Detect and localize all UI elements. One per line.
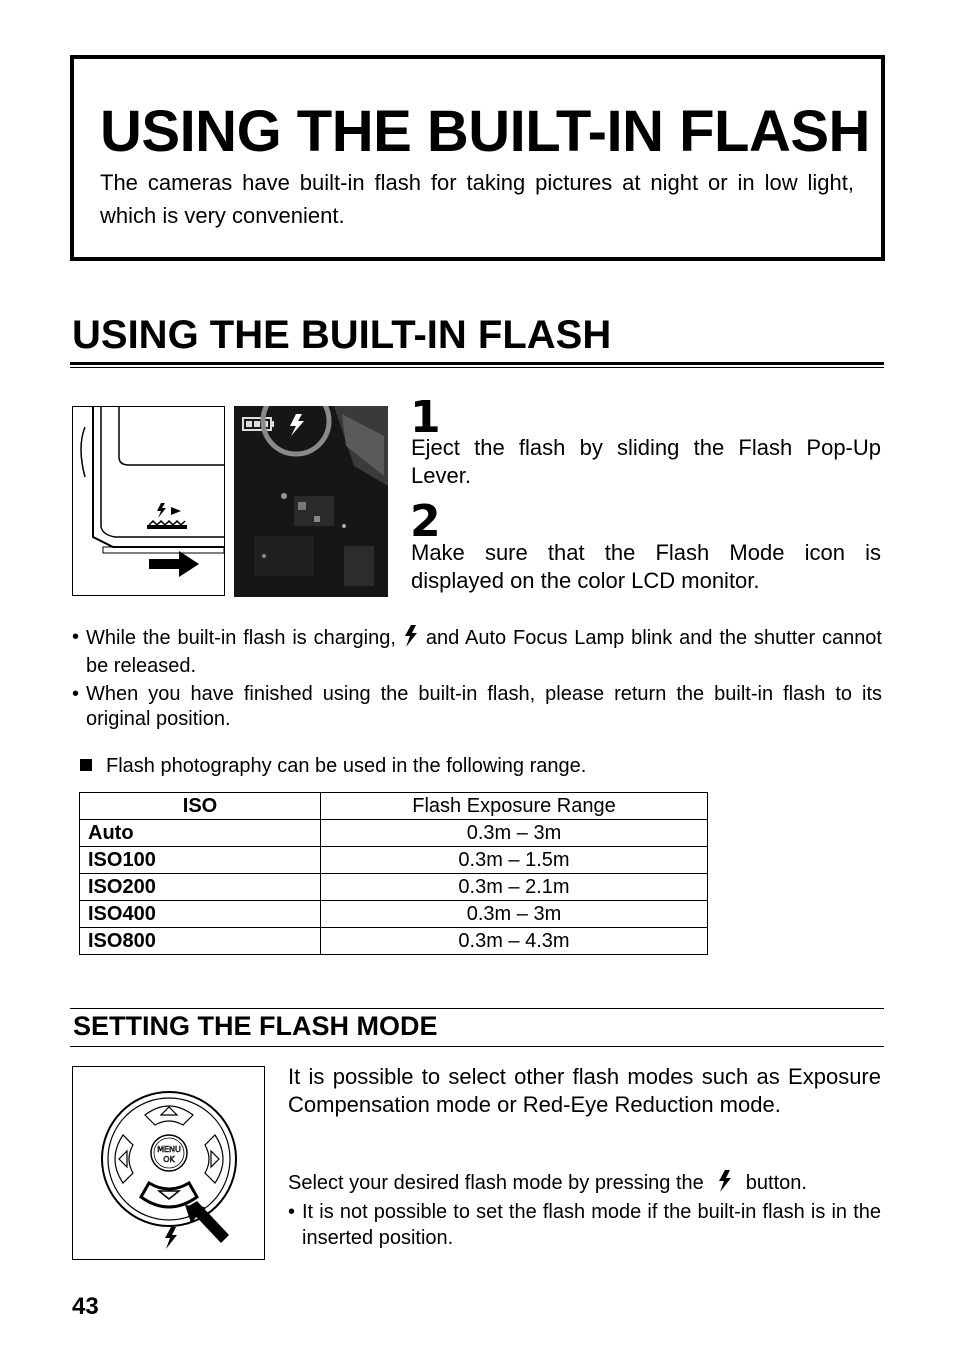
step-text-2: Make sure that the Flash Mode icon is displayed on the color LCD monitor.	[411, 540, 881, 593]
table-row	[80, 874, 708, 901]
notes-list	[72, 625, 882, 732]
table-cell-iso: ISO200	[80, 874, 321, 901]
flash-icon	[718, 1170, 732, 1199]
note-item	[288, 1199, 881, 1251]
table-row	[80, 847, 708, 874]
range-note	[80, 755, 586, 778]
table-cell-iso: ISO800	[80, 928, 321, 955]
select-text: Select your desired flash mode by pressing the	[288, 1172, 704, 1194]
note-text: and Auto Focus Lamp blink and the shutter cannot be released.	[86, 627, 882, 677]
table-cell-range: 0.3m – 2.1m	[321, 874, 708, 901]
arrow-right-icon	[149, 551, 199, 577]
subsection-rule-top	[70, 1008, 884, 1009]
intro-text: The cameras have built-in flash for taking pictures at night or in low light, which is very convenient.	[100, 170, 854, 228]
flash-mode-instructions	[288, 1170, 881, 1251]
page-title: USING THE BUILT-IN FLASH	[100, 99, 870, 164]
table-cell-range: 0.3m – 1.5m	[321, 847, 708, 874]
step-number-1: 1	[410, 392, 441, 443]
table-cell-range: 0.3m – 3m	[321, 901, 708, 928]
camera-side-drawing	[73, 407, 224, 595]
lcd-photo-drawing	[234, 406, 388, 597]
table-header-row	[80, 793, 708, 820]
step-text-1: Eject the flash by sliding the Flash Pop-Up Lever.	[411, 435, 881, 488]
flash-icon	[404, 625, 418, 654]
table-cell-range: 0.3m – 4.3m	[321, 928, 708, 955]
note-item	[72, 682, 882, 732]
table-row	[80, 901, 708, 928]
table-cell-iso: ISO400	[80, 901, 321, 928]
table-cell-iso: ISO100	[80, 847, 321, 874]
flash-icon	[165, 1227, 177, 1249]
ok-label: OK	[163, 1155, 175, 1164]
flash-icon	[157, 503, 166, 518]
navigation-pad-icon	[73, 1067, 264, 1259]
select-text: button.	[745, 1172, 807, 1194]
subsection-title: SETTING THE FLASH MODE	[73, 1011, 438, 1041]
select-instruction	[288, 1170, 881, 1199]
section-rule	[70, 362, 884, 365]
lcd-monitor-photo	[234, 406, 388, 597]
section-title: USING THE BUILT-IN FLASH	[72, 313, 612, 357]
step-number-2: 2	[410, 496, 441, 547]
flash-mode-description: It is possible to select other flash modes such as Exposure Compensation mode or Red-Eye Reduction mode.	[288, 1064, 881, 1117]
camera-lever-illustration	[72, 406, 225, 596]
navigation-pad-illustration	[72, 1066, 265, 1260]
page-number: 43	[72, 1293, 99, 1320]
table-cell-iso: Auto	[80, 820, 321, 847]
note-item	[72, 625, 882, 679]
section-rule-thin	[70, 367, 884, 368]
square-bullet-icon	[80, 759, 92, 771]
table-header-iso: ISO	[80, 793, 321, 820]
menu-label: MENU	[157, 1145, 181, 1154]
table-row	[80, 928, 708, 955]
note-text: When you have finished using the built-in flash, please return the built-in flash to its original position.	[86, 683, 882, 730]
flash-range-table	[79, 792, 708, 955]
note-text: While the built-in flash is charging,	[86, 627, 396, 649]
table-header-range: Flash Exposure Range	[321, 793, 708, 820]
table-cell-range: 0.3m – 3m	[321, 820, 708, 847]
range-note-text: Flash photography can be used in the following range.	[106, 755, 587, 777]
subsection-rule-bottom	[70, 1046, 884, 1047]
note-text: It is not possible to set the flash mode if the built-in flash is in the inserted position.	[302, 1201, 881, 1249]
table-row	[80, 820, 708, 847]
